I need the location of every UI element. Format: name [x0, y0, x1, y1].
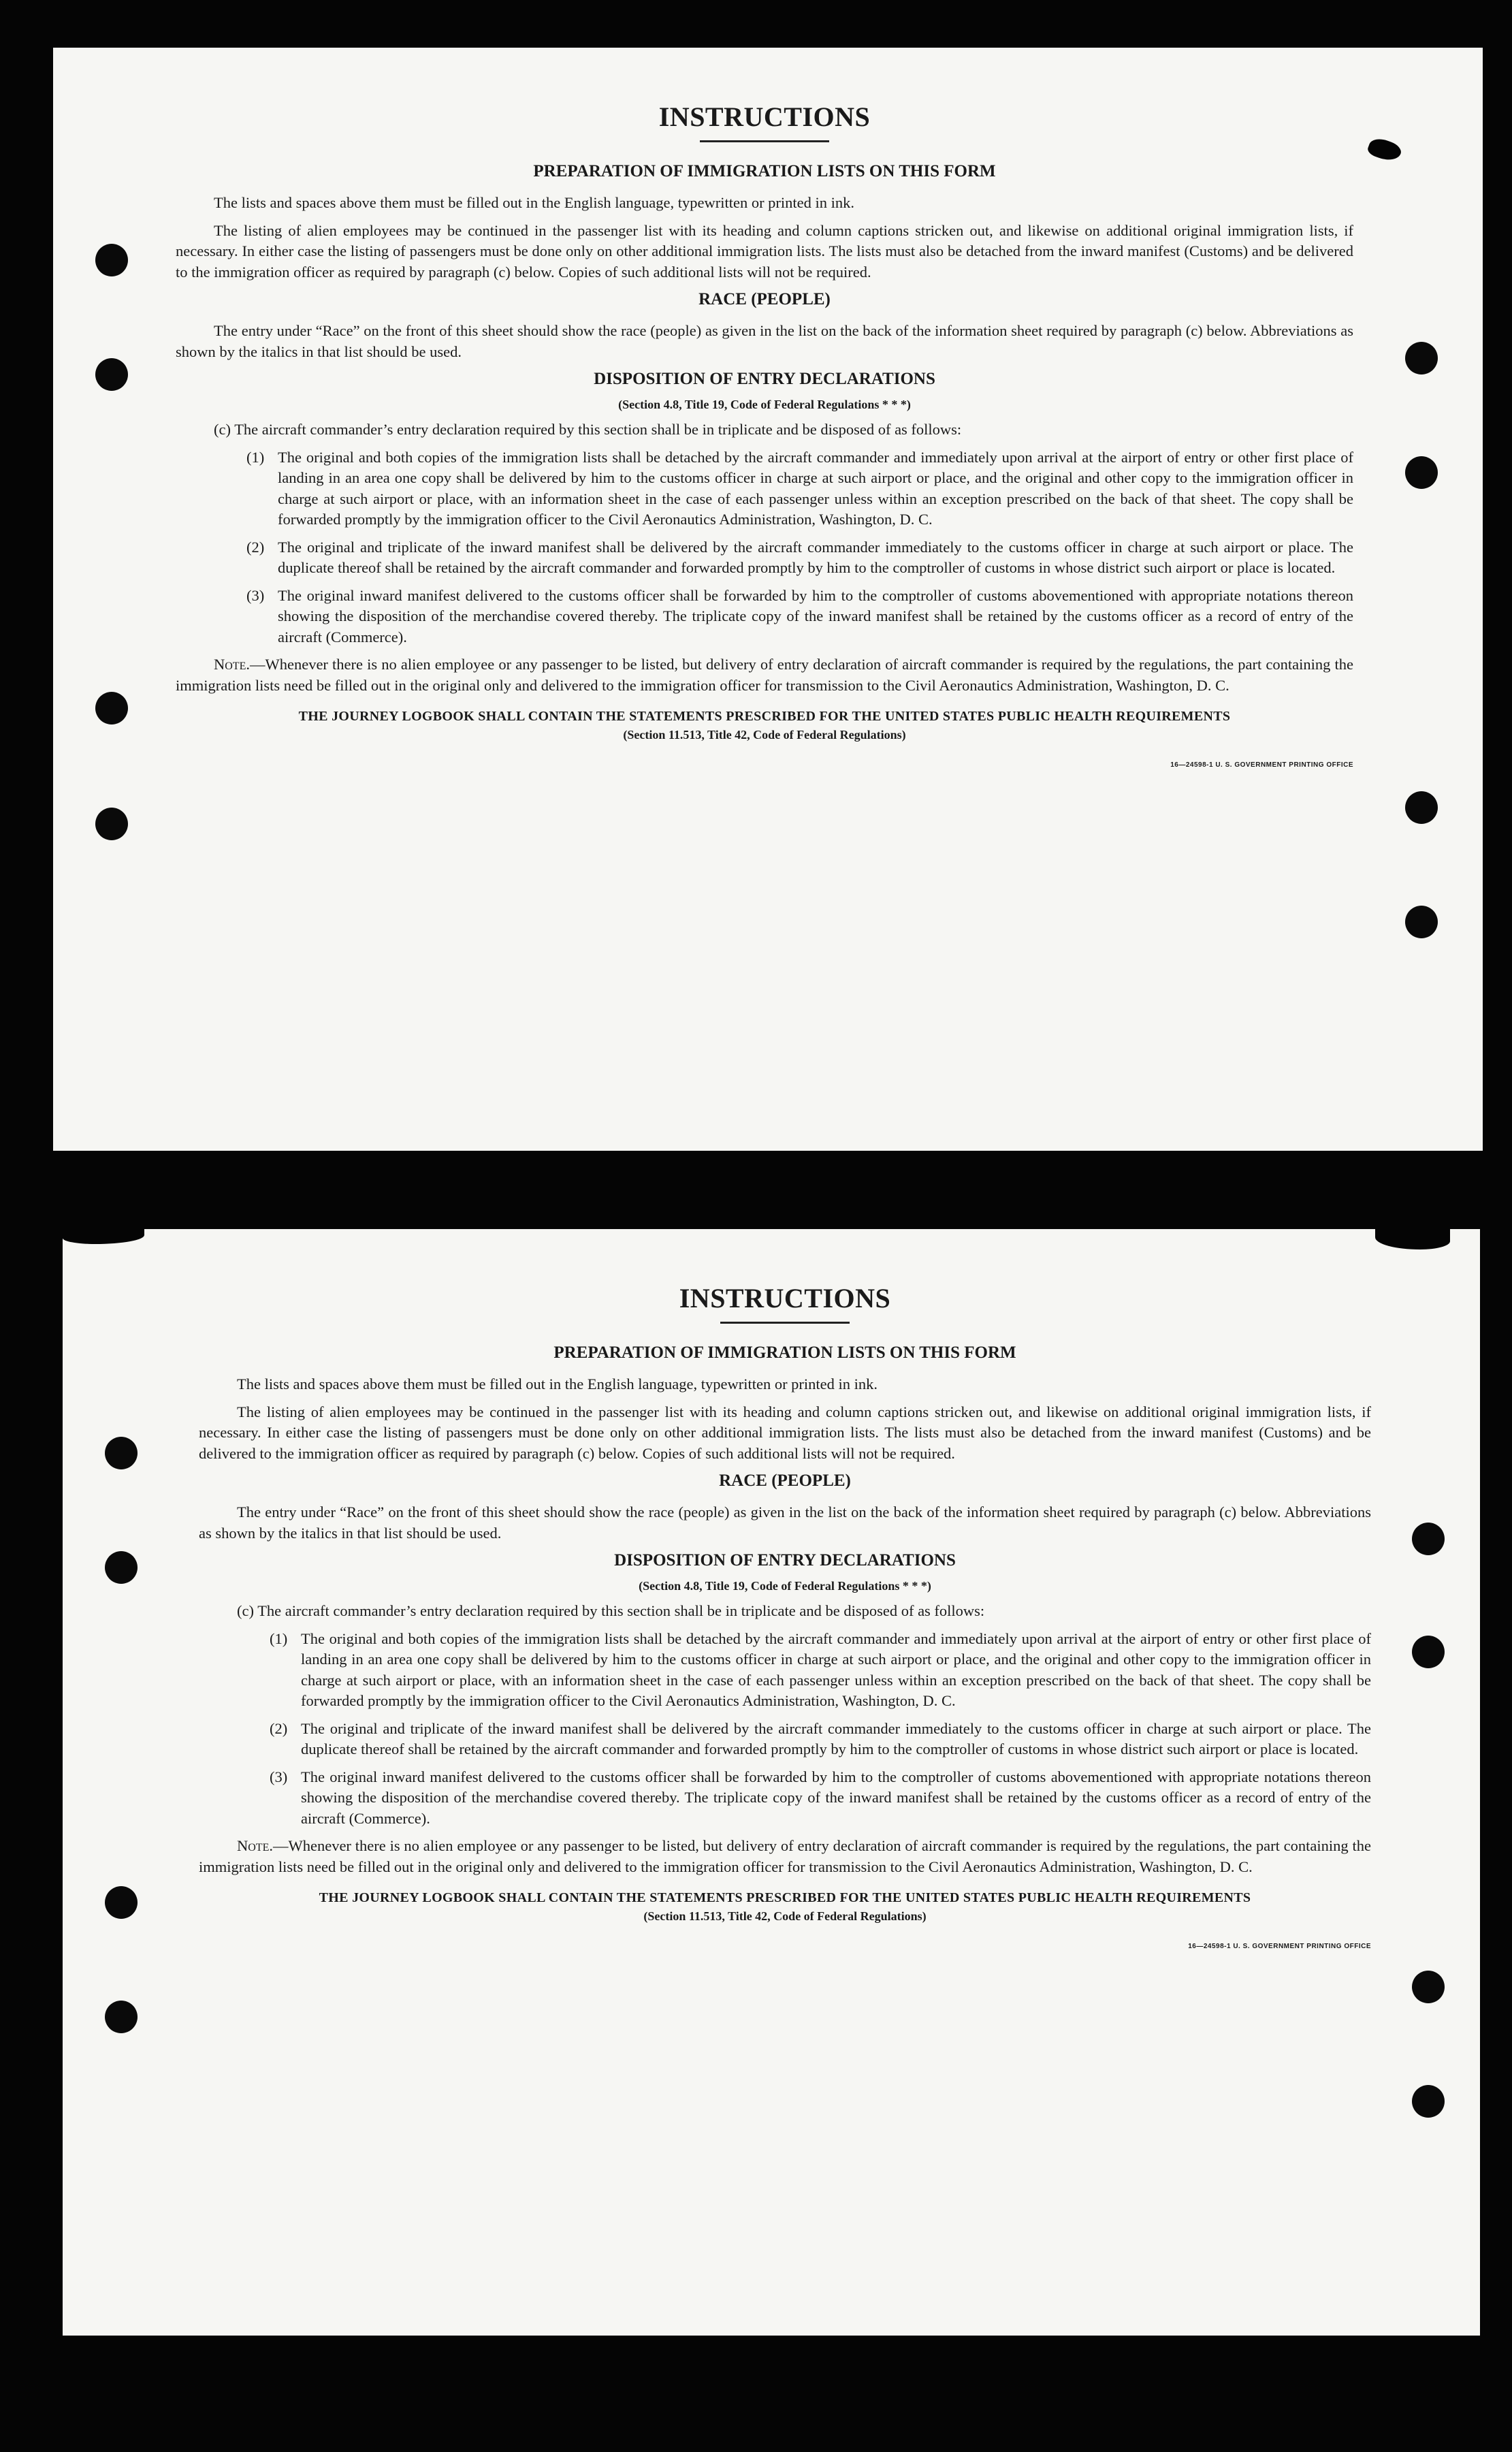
item-text: The original and triplicate of the inward manifest shall be delivered by the aircraft commander immediately to the customs officer in charge at such airport or place. The duplicate thereof shall be retained by the aircraft commander and forwarded promptly by him to the comptroller of customs in whose district such airport or place is located.: [278, 538, 1353, 576]
note-text: —Whenever there is no alien employee or any passenger to be listed, but delivery of entry declaration of aircraft commander is required by the regulations, the part containing the immigration lists need be filled out in the original only and delivered to the immigration officer for transmission to the Civil Aeronautics Administration, Washington, D. C.: [199, 1837, 1371, 1875]
note-label: Note.: [237, 1837, 273, 1854]
journey-reference: (Section 11.513, Title 42, Code of Federal Regulations): [643, 1909, 927, 1923]
item-text: The original inward manifest delivered to the customs officer shall be forwarded by him to the comptroller of customs abovementioned with appropriate notations thereon showing the disposition of the merchandise covered thereby. The triplicate copy of the inward manifest shall be retained by the customs officer as a record of entry of the aircraft (Commerce).: [301, 1768, 1371, 1827]
note-paragraph: [176, 654, 1353, 696]
punch-hole: [1412, 1636, 1445, 1668]
punch-hole: [1405, 906, 1438, 938]
page-title: INSTRUCTIONS: [658, 101, 871, 132]
punch-hole: [95, 692, 128, 725]
instructions-content: [63, 1229, 1480, 1950]
punch-hole: [1412, 2085, 1445, 2118]
heading-race: RACE (PEOPLE): [719, 1471, 851, 1490]
item-number: (1): [270, 1629, 288, 1647]
punch-hole: [105, 1551, 138, 1584]
punch-hole: [1412, 1971, 1445, 2003]
note-text: —Whenever there is no alien employee or any passenger to be listed, but delivery of entry declaration of aircraft commander is required by the regulations, the part containing the immigration lists need be filled out in the original only and delivered to the immigration officer for transmission to the Civil Aeronautics Administration, Washington, D. C.: [176, 656, 1353, 694]
document-page-top: [53, 48, 1483, 1151]
paragraph-lists: The lists and spaces above them must be filled out in the English language, typewritten or printed in ink.: [237, 1375, 878, 1392]
item-number: (3): [270, 1768, 288, 1785]
heading-preparation: PREPARATION OF IMMIGRATION LISTS ON THIS FORM: [533, 162, 996, 180]
punch-hole: [1405, 456, 1438, 489]
section-reference: (Section 4.8, Title 19, Code of Federal Regulations * * *): [639, 1579, 931, 1593]
punch-hole: [105, 1437, 138, 1469]
note-label: Note.: [214, 656, 250, 673]
journey-statement: THE JOURNEY LOGBOOK SHALL CONTAIN THE STATEMENTS PRESCRIBED FOR THE UNITED STATES PUBLIC HEALTH REQUIREMENTS: [298, 709, 1231, 724]
item-text: The original and both copies of the immigration lists shall be detached by the aircraft commander and immediately upon arrival at the airport of entry or other first place of landing in an area one copy shall be delivered by him to the customs officer in charge at such airport or place, and the original and other copy to the immigration officer in charge at such airport or place, with an information sheet in the case of each passenger unless within an exception prescribed on the back of that sheet. The copy shall be forwarded promptly by the immigration officer to the Civil Aeronautics Administration, Washington, D. C.: [301, 1629, 1371, 1709]
instructions-content: [53, 48, 1483, 769]
item-number: (2): [270, 1719, 288, 1737]
item-number: (2): [246, 538, 265, 556]
journey-statement: THE JOURNEY LOGBOOK SHALL CONTAIN THE STATEMENTS PRESCRIBED FOR THE UNITED STATES PUBLIC HEALTH REQUIREMENTS: [319, 1890, 1251, 1905]
punch-hole: [105, 2001, 138, 2033]
heading-disposition: DISPOSITION OF ENTRY DECLARATIONS: [594, 370, 935, 388]
list-item-1: [176, 447, 1353, 530]
paragraph-c: (c) The aircraft commander’s entry declaration required by this section shall be in triplicate and be disposed of as follows:: [214, 421, 962, 438]
punch-hole: [1405, 342, 1438, 375]
item-text: The original inward manifest delivered to the customs officer shall be forwarded by him to the comptroller of customs abovementioned with appropriate notations thereon showing the disposition of the merchandise covered thereby. The triplicate copy of the inward manifest shall be retained by the customs officer as a record of entry of the aircraft (Commerce).: [278, 586, 1353, 646]
paragraph-listing: The listing of alien employees may be continued in the passenger list with its heading and column captions stricken out, and likewise on additional original immigration lists, if necessary. In either case the listing of passengers must be done only on other additional immigration lists. The lists must also be detached from the inward manifest (Customs) and be delivered to the immigration officer as required by paragraph (c) below. Copies of such additional lists will not be required.: [199, 1403, 1371, 1462]
heading-race: RACE (PEOPLE): [698, 290, 831, 308]
item-number: (3): [246, 586, 265, 604]
note-paragraph: [199, 1836, 1371, 1877]
paragraph-race: The entry under “Race” on the front of this sheet should show the race (people) as given in the list on the back of the information sheet required by paragraph (c) below. Abbreviations as shown by the italics in that list should be used.: [199, 1503, 1371, 1542]
printing-office-code: 16—24598-1 U. S. GOVERNMENT PRINTING OFFICE: [1188, 1943, 1371, 1950]
section-reference: (Section 4.8, Title 19, Code of Federal Regulations * * *): [618, 398, 911, 411]
item-number: (1): [246, 448, 265, 466]
paragraph-lists: The lists and spaces above them must be filled out in the English language, typewritten or printed in ink.: [214, 194, 855, 211]
punch-hole: [1412, 1523, 1445, 1555]
title-underline: [720, 1322, 850, 1324]
paragraph-c: (c) The aircraft commander’s entry declaration required by this section shall be in triplicate and be disposed of as follows:: [237, 1602, 985, 1619]
list-item-2: [199, 1719, 1371, 1760]
punch-hole: [95, 244, 128, 276]
heading-disposition: DISPOSITION OF ENTRY DECLARATIONS: [614, 1551, 956, 1570]
list-item-3: [199, 1767, 1371, 1830]
punch-hole: [95, 808, 128, 840]
punch-hole: [105, 1886, 138, 1919]
journey-reference: (Section 11.513, Title 42, Code of Federal Regulations): [623, 728, 906, 742]
item-text: The original and both copies of the immigration lists shall be detached by the aircraft commander and immediately upon arrival at the airport of entry or other first place of landing in an area one copy shall be delivered by him to the customs officer in charge at such airport or place, and the original and other copy to the immigration officer in charge at such airport or place, with an information sheet in the case of each passenger unless within an exception prescribed on the back of that sheet. The copy shall be forwarded promptly by the immigration officer to the Civil Aeronautics Administration, Washington, D. C.: [278, 448, 1353, 528]
punch-hole: [1405, 791, 1438, 824]
list-item-3: [176, 586, 1353, 648]
document-page-bottom: [63, 1229, 1480, 2336]
paragraph-race: The entry under “Race” on the front of this sheet should show the race (people) as given in the list on the back of the information sheet required by paragraph (c) below. Abbreviations as shown by the italics in that list should be used.: [176, 322, 1353, 360]
printing-office-code: 16—24598-1 U. S. GOVERNMENT PRINTING OFFICE: [1170, 761, 1353, 769]
page-title: INSTRUCTIONS: [679, 1283, 891, 1313]
punch-hole: [95, 358, 128, 391]
title-underline: [700, 140, 829, 142]
paragraph-listing: The listing of alien employees may be continued in the passenger list with its heading and column captions stricken out, and likewise on additional original immigration lists, if necessary. In either case the listing of passengers must be done only on other additional immigration lists. The lists must also be detached from the inward manifest (Customs) and be delivered to the immigration officer as required by paragraph (c) below. Copies of such additional lists will not be required.: [176, 221, 1353, 281]
item-text: The original and triplicate of the inward manifest shall be delivered by the aircraft commander immediately to the customs officer in charge at such airport or place. The duplicate thereof shall be retained by the aircraft commander and forwarded promptly by him to the comptroller of customs in whose district such airport or place is located.: [301, 1719, 1371, 1757]
list-item-1: [199, 1629, 1371, 1712]
list-item-2: [176, 537, 1353, 579]
heading-preparation: PREPARATION OF IMMIGRATION LISTS ON THIS FORM: [553, 1343, 1016, 1362]
